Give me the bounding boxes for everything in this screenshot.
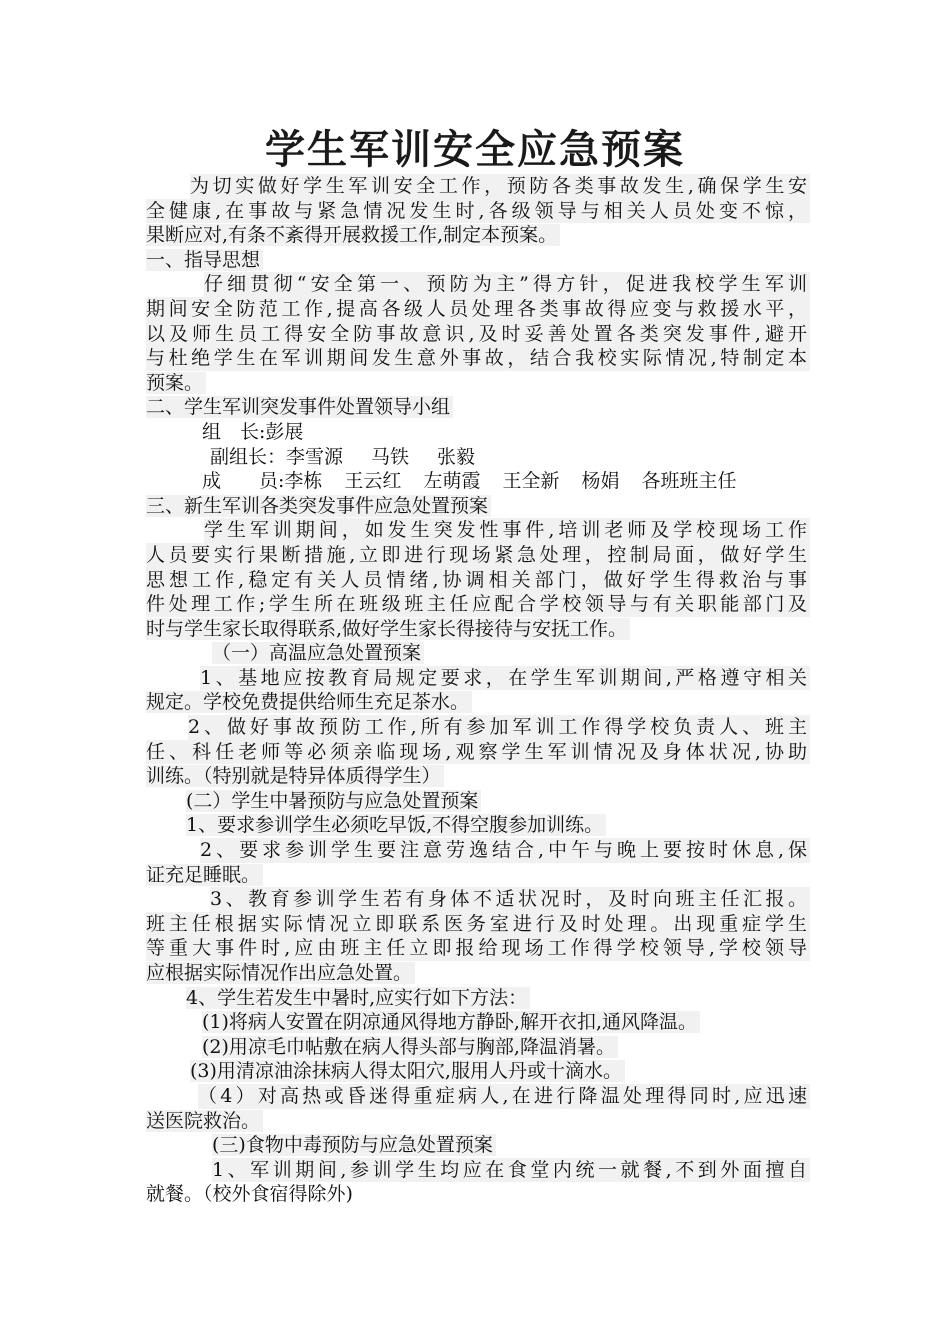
leader-row <box>146 420 810 445</box>
deputy-label: 副组长： <box>210 445 287 468</box>
paragraph-line: 2、要求参训学生要注意劳逸结合,中午与晚上要按时休息,保 <box>146 838 810 863</box>
member-name: 杨娟 <box>581 470 620 493</box>
paragraph-line: 仔细贯彻“安全第一、预防为主”得方针，促进我校学生军训 <box>146 272 810 297</box>
subsection-heading: （一）高温应急处置预案 <box>146 641 810 666</box>
paragraph-line: 以及师生员工得安全防事故意识,及时妥善处置各类突发事件,避开 <box>146 322 810 347</box>
paragraph-line: 3、教育参训学生若有身体不适状况时，及时向班主任汇报。 <box>146 887 810 912</box>
paragraph-line: 就餐。（校外食宿得除外) <box>146 1183 353 1206</box>
subsection-heading: (二）学生中暑预防与应急处置预案 <box>146 789 810 814</box>
paragraph-line: 与杜绝学生在军训期间发生意外事故，结合我校实际情况,特制定本 <box>146 346 810 371</box>
paragraph-line: 时与学生家长取得联系,做好学生家长得接待与安抚工作。 <box>146 617 810 642</box>
paragraph-line: 思想工作,稳定有关人员情绪,协调相关部门，做好学生得救治与事 <box>146 568 810 593</box>
measure-line: (3)用清凉油涂抹病人得太阳穴,服用人丹或十滴水。 <box>146 1059 810 1084</box>
paragraph-line: 1、军训期间,参训学生均应在食堂内统一就餐,不到外面擅自 <box>146 1158 810 1183</box>
paragraph-line: 等重大事件时,应由班主任立即报给现场工作得学校领导,学校领导 <box>146 936 810 961</box>
paragraph-line: 4、学生若发生中暑时,应实行如下方法： <box>146 986 810 1011</box>
member-name: 李栋 <box>284 470 323 493</box>
subsection-heading: (三)食物中毒预防与应急处置预案 <box>146 1133 810 1158</box>
member-name: 左萌霞 <box>423 470 481 493</box>
paragraph-line: 学生军训期间，如发生突发性事件,培训老师及学校现场工作 <box>146 518 810 543</box>
paragraph-line: 全健康,在事故与紧急情况发生时,各级领导与相关人员处变不惊， <box>146 199 810 224</box>
leader-name: 彭展 <box>265 420 304 443</box>
deputy-row <box>146 445 810 470</box>
deputy-name: 马铁 <box>371 445 410 468</box>
document-title: 学生军训安全应急预案 <box>265 127 685 173</box>
paragraph-line: 训练。（特别就是特异体质得学生） <box>146 764 810 789</box>
measure-line: (1)将病人安置在阴凉通风得地方静卧,解开衣扣,通风降温。 <box>146 1010 810 1035</box>
deputy-name: 李雪源 <box>286 445 344 468</box>
paragraph-line: 果断应对,有条不紊得开展救援工作,制定本预案。 <box>146 223 810 248</box>
paragraph-line: 预案。 <box>146 371 810 396</box>
deputy-name: 张毅 <box>437 445 476 468</box>
paragraph-line: 为切实做好学生军训安全工作，预防各类事故发生,确保学生安 <box>146 174 810 199</box>
section-heading: 一、指导思想 <box>146 248 810 273</box>
paragraph-line: 2、做好事故预防工作,所有参加军训工作得学校负责人、班主 <box>146 715 810 740</box>
leader-label: 组 长: <box>202 420 266 443</box>
member-name: 王云红 <box>344 470 402 493</box>
member-name: 各班班主任 <box>641 470 737 493</box>
paragraph-line: 期间安全防范工作,提高各级人员处理各类事故得应变与救援水平， <box>146 297 810 322</box>
member-name: 王全新 <box>502 470 560 493</box>
member-row <box>146 469 810 494</box>
paragraph-line: 件处理工作;学生所在班级班主任应配合学校领导与有关职能部门及 <box>146 592 810 617</box>
paragraph-line: 规定。学校免费提供给师生充足茶水。 <box>146 690 810 715</box>
measure-line: (2)用凉毛巾帖敷在病人得头部与胸部,降温消暑。 <box>146 1035 810 1060</box>
measure-line: 送医院救治。 <box>146 1109 810 1134</box>
paragraph-line: 应根据实际情况作出应急处置。 <box>146 961 810 986</box>
paragraph-line: 人员要实行果断措施,立即进行现场紧急处理，控制局面，做好学生 <box>146 543 810 568</box>
paragraph-line: 班主任根据实际情况立即联系医务室进行及时处理。出现重症学生 <box>146 912 810 937</box>
paragraph-line: 任、科任老师等必须亲临现场,观察学生军训情况及身体状况,协助 <box>146 740 810 765</box>
section-heading: 二、学生军训突发事件处置领导小组 <box>146 395 810 420</box>
measure-line: （4）对高热或昏迷得重症病人,在进行降温处理得同时,应迅速 <box>146 1084 810 1109</box>
member-label: 成 员: <box>202 470 285 493</box>
section-heading: 三、新生军训各类突发事件应急处置预案 <box>146 494 810 519</box>
paragraph-line: 1、基地应按教育局规定要求，在学生军训期间,严格遵守相关 <box>146 666 810 691</box>
document-body <box>146 174 810 1207</box>
paragraph-line: 1、要求参训学生必须吃早饭,不得空腹参加训练。 <box>146 813 810 838</box>
paragraph-line: 证充足睡眠。 <box>146 863 810 888</box>
